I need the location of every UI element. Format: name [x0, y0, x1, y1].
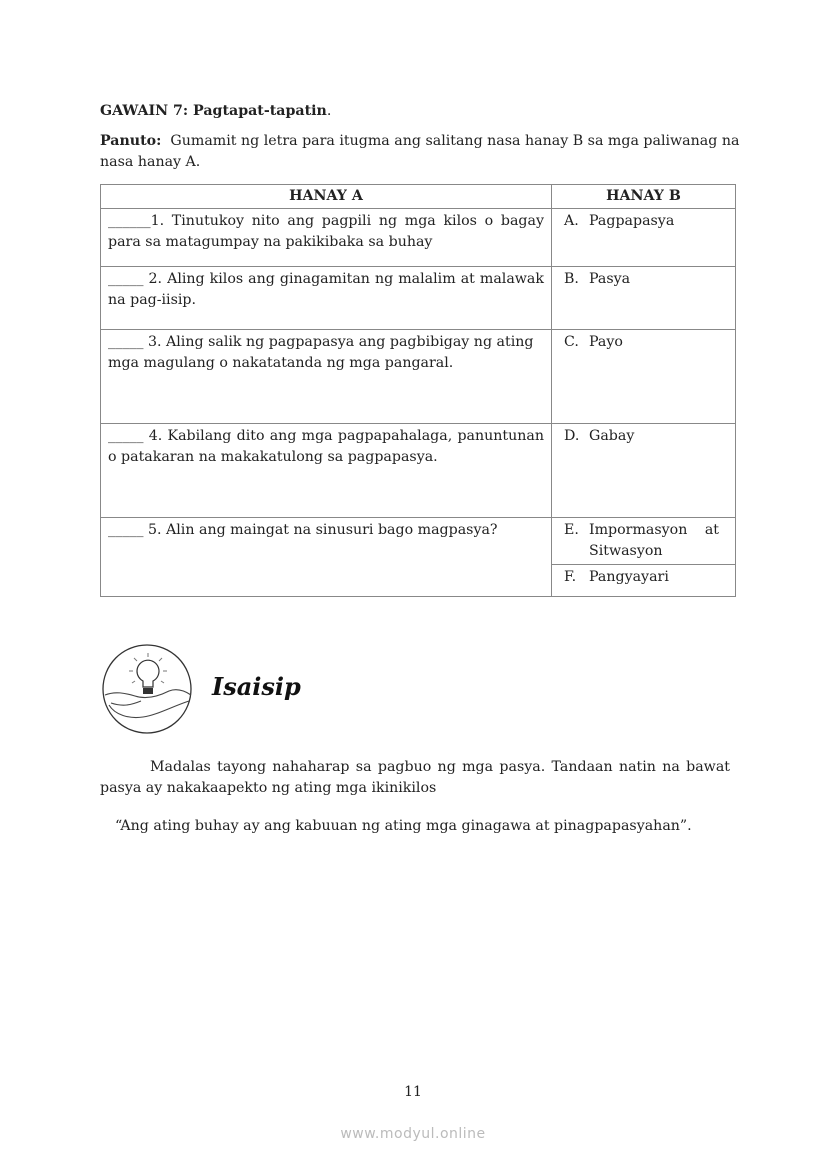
item-5: _____ 5. Alin ang maingat na sinusuri bago magpasya? — [101, 518, 552, 597]
choice-text: Gabay — [589, 428, 635, 444]
header-hanay-b: HANAY B — [552, 185, 736, 209]
instruction-text: Gumamit ng letra para itugma ang salitang nasa hanay B sa mga paliwanag na nasa hanay A. — [100, 133, 740, 170]
choice-c — [552, 330, 736, 424]
choice-text: Pangyayari — [589, 569, 669, 585]
choice-letter: F. — [564, 569, 577, 585]
choice-f — [552, 565, 736, 597]
section-paragraph: Madalas tayong nahaharap sa pagbuo ng mga pasya. Tandaan natin na bawat pasya ay nakakaapekto ng ating mga ikinikilos — [100, 759, 730, 796]
item-2: _____ 2. Aling kilos ang ginagamitan ng malalim at malawak na pag-iisip. — [101, 267, 552, 330]
instructions — [100, 131, 740, 173]
section-heading: Isaisip — [212, 672, 301, 701]
matching-table — [100, 184, 736, 597]
choice-e — [552, 518, 736, 565]
choice-d — [552, 424, 736, 518]
choice-letter: A. — [564, 213, 579, 229]
lightbulb-hand-icon — [101, 643, 193, 735]
item-1: ______1. Tinutukoy nito ang pagpili ng mga kilos o bagay para sa matagumpay na pakikibaka sa buhay — [101, 209, 552, 267]
title-period: . — [326, 103, 332, 119]
section-quote: “Ang ating buhay ay ang kabuuan ng ating mga ginagawa at pinagpapasyahan”. — [115, 818, 692, 834]
item-4: _____ 4. Kabilang dito ang mga pagpapahalaga, panuntunan o patakaran na makakatulong sa pagpapasya. — [101, 424, 552, 518]
instruction-label: Panuto: — [100, 133, 162, 149]
choice-letter: B. — [564, 271, 579, 287]
choice-letter: D. — [564, 428, 580, 444]
choice-text: Pagpapasya — [589, 213, 675, 229]
choice-b — [552, 267, 736, 330]
choice-text: Impormasyon at Sitwasyon — [589, 522, 719, 559]
activity-title-text: GAWAIN 7: Pagtapat-tapatin — [100, 103, 327, 119]
activity-title — [100, 103, 331, 119]
choice-text: Payo — [589, 334, 623, 350]
choice-a — [552, 209, 736, 267]
header-hanay-a: HANAY A — [101, 185, 552, 209]
watermark: www.modyul.online — [340, 1126, 486, 1142]
page-number: 11 — [404, 1084, 422, 1100]
choice-text: Pasya — [589, 271, 631, 287]
item-3: _____ 3. Aling salik ng pagpapasya ang pagbibigay ng ating mga magulang o nakatatanda ng mga pangaral. — [101, 330, 552, 424]
choice-letter: C. — [564, 334, 579, 350]
choice-letter: E. — [564, 522, 579, 538]
